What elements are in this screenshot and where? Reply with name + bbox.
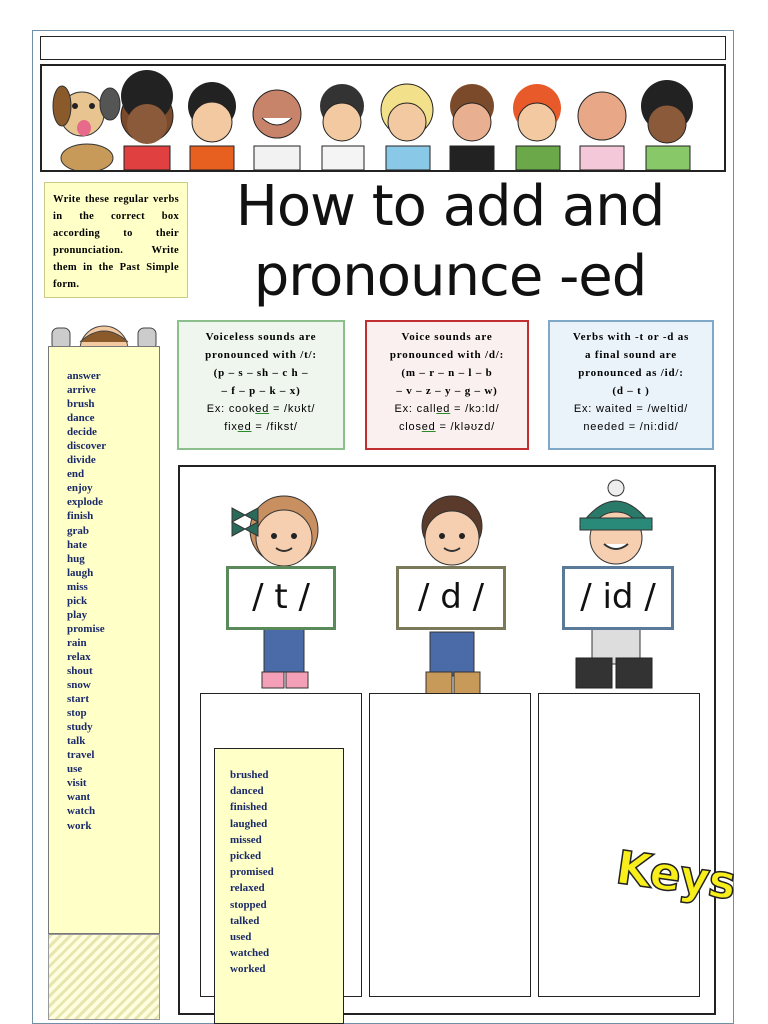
t-answer-item: danced: [230, 785, 264, 798]
verb-word-list: [48, 346, 160, 934]
word-list-item: laugh: [67, 566, 94, 579]
t-answer-item: relaxed: [230, 882, 265, 895]
kid-face-1: [121, 70, 173, 170]
sign-t-label: / t /: [252, 577, 310, 617]
rule-text: Voice sounds are: [401, 331, 493, 343]
word-list-item: miss: [67, 580, 88, 593]
word-list-item: use: [67, 763, 83, 776]
word-list-item: study: [67, 721, 93, 734]
word-list-item: hug: [67, 552, 85, 565]
kid-face-2: [188, 82, 236, 170]
t-answer-item: stopped: [230, 898, 267, 911]
rule-text: pronounced with /t/:: [205, 349, 317, 361]
t-answers-box: [214, 748, 344, 1024]
t-answer-item: brushed: [230, 769, 269, 781]
rule-sounds: – f – p – k – x): [221, 385, 301, 397]
sign-d-label: / d /: [417, 577, 485, 617]
rule-sounds: – v – z – y – g – w): [396, 385, 498, 397]
kid-face-9: [641, 80, 693, 170]
word-list-item: visit: [67, 777, 87, 790]
kids-banner: [40, 64, 726, 172]
rule-sounds: (p – s – sh – c h –: [213, 367, 309, 379]
t-answer-item: picked: [230, 850, 262, 863]
word-list-item: decide: [67, 426, 97, 439]
rule-text: Verbs with -t or -d as: [572, 331, 690, 343]
rule-example-1: Ex: cooked = /kʊkt/: [206, 403, 316, 415]
word-list-item: start: [67, 693, 89, 706]
rule-text: pronounced with /d/:: [389, 349, 505, 361]
rule-text: a final sound are: [585, 349, 677, 361]
kid-face-6: [450, 84, 494, 170]
kid-face-3: [253, 90, 301, 170]
kids-illustration: [42, 66, 724, 170]
rule-sounds: (m – r – n – l – b: [401, 367, 493, 379]
word-list-item: discover: [67, 440, 107, 453]
keys-label: Keys: [612, 839, 739, 911]
t-answer-item: promised: [230, 866, 274, 879]
word-list-item: talk: [67, 735, 86, 748]
dog-icon: [53, 86, 120, 170]
sign-id-label: / id /: [580, 577, 656, 617]
rule-text: pronounced as /id/:: [578, 367, 684, 379]
word-list-item: pick: [67, 594, 88, 607]
word-list-item: answer: [67, 370, 101, 382]
t-answer-item: finished: [230, 801, 268, 814]
kid-face-4: [320, 84, 364, 170]
word-list-item: arrive: [67, 384, 96, 397]
rule-sounds: (d – t ): [612, 385, 650, 397]
t-answer-item: used: [230, 931, 252, 944]
word-list-item: stop: [67, 707, 87, 720]
word-list-item: shout: [67, 664, 93, 677]
word-list-item: hate: [67, 538, 88, 551]
rule-example-2: fixed = /fikst/: [224, 421, 298, 433]
word-list-item: travel: [67, 749, 95, 762]
word-list-item: grab: [67, 524, 89, 537]
instructions-text: Write these regular verbs in the correct box according to their pronunciation. Write them in the Past Simple form.: [53, 194, 179, 290]
rule-example-2: needed = /ni:did/: [583, 421, 679, 433]
t-answer-item: laughed: [230, 817, 268, 830]
t-answer-item: talked: [230, 914, 260, 927]
t-answer-item: missed: [230, 833, 262, 846]
rule-example-1: Ex: waited = /weltid/: [573, 403, 689, 415]
word-list-item: work: [67, 819, 92, 832]
t-answer-item: watched: [230, 947, 270, 960]
top-rule-bar: [40, 36, 726, 60]
column-d: [369, 693, 531, 997]
rule-text: Voiceless sounds are: [205, 331, 317, 343]
word-list-item: dance: [67, 412, 95, 425]
title-line-1: How to add and: [235, 174, 665, 239]
word-list-item: play: [67, 608, 88, 621]
word-list-item: promise: [67, 622, 105, 635]
kid-face-5: [381, 84, 433, 170]
word-list-item: end: [67, 468, 85, 481]
word-list-item: divide: [67, 454, 96, 467]
id-rule-box: [548, 320, 714, 450]
rule-example-1: Ex: called = /kɔ:ld/: [394, 403, 500, 415]
t-answer-item: worked: [230, 963, 266, 976]
instructions-box: [44, 182, 188, 298]
word-list-item: explode: [67, 496, 104, 509]
word-list-footer: [48, 934, 160, 1020]
word-list-item: snow: [67, 679, 91, 692]
kid-face-7: [513, 84, 561, 170]
word-list-item: finish: [67, 510, 94, 523]
word-list-item: relax: [67, 650, 91, 663]
voiceless-rule-box: [177, 320, 345, 450]
rule-example-2: closed = /kləʊzd/: [399, 421, 495, 433]
word-list-item: want: [67, 791, 91, 804]
word-list-item: rain: [67, 636, 87, 649]
voiced-rule-box: [365, 320, 529, 450]
sign-id: [562, 566, 674, 630]
title-line-2: pronounce -ed: [253, 244, 647, 309]
kid-face-8: [578, 92, 626, 170]
word-list-item: brush: [67, 398, 95, 411]
word-list-item: enjoy: [67, 482, 93, 495]
page-title: [200, 172, 700, 312]
sign-d: [396, 566, 506, 630]
word-list-item: watch: [67, 805, 96, 818]
sign-t: [226, 566, 336, 630]
